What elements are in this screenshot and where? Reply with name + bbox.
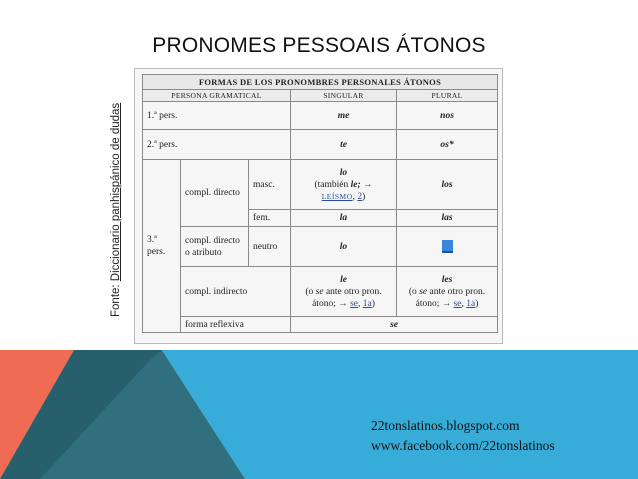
third-person-label	[143, 160, 181, 333]
source-prefix: Fonte:	[110, 281, 122, 317]
ci-singular-1a-link[interactable]: 1a	[362, 298, 372, 309]
compl-directo-label: compl. directo	[181, 160, 249, 227]
first-singular: me	[291, 102, 397, 130]
neutro-plural	[397, 227, 498, 267]
ci-plural-open: (o	[408, 286, 420, 297]
ci-plural-text: ante otro pron.	[427, 286, 486, 297]
blue-shape	[162, 350, 638, 479]
ci-singular-le: le	[340, 274, 347, 285]
header-singular: SINGULAR	[291, 90, 397, 102]
masc-label: masc.	[249, 160, 291, 210]
ci-plural-atono: átono; →	[415, 298, 454, 309]
source-link[interactable]: Diccionario panhispánico de dudas	[110, 102, 122, 282]
compl-directo-atributo-label: compl. directo o atributo	[181, 227, 249, 267]
masc-singular-close: )	[362, 191, 366, 202]
compl-indirecto-label: compl. indirecto	[181, 267, 291, 317]
masc-singular: lo (también le; → LEÍSMO, 2)	[291, 160, 397, 210]
reflexiva-value: se	[291, 317, 498, 333]
first-plural: nos	[397, 102, 498, 130]
ci-plural-close: )	[475, 298, 479, 309]
source-citation	[110, 103, 122, 317]
masc-plural: los	[397, 160, 498, 210]
masc-singular-arrow: →	[360, 179, 373, 190]
blue-square-icon	[442, 240, 453, 253]
ci-singular-se-link[interactable]: se	[350, 298, 359, 309]
ci-singular	[291, 267, 397, 317]
ci-plural-se: se	[419, 286, 428, 297]
third-label-line1: 3.ª	[147, 235, 157, 245]
footer-blog[interactable]: 22tonslatinos.blogspot.com	[371, 418, 520, 433]
pronoun-table-image	[134, 68, 503, 344]
neutro-label: neutro	[249, 227, 291, 267]
second-singular: te	[291, 130, 397, 160]
ci-singular-text: ante otro pron.	[323, 286, 382, 297]
second-plural: os*	[397, 130, 498, 160]
second-person-label: 2.ª pers.	[143, 130, 291, 160]
masc-singular-le: le;	[350, 179, 361, 190]
pronoun-table	[142, 74, 498, 333]
ci-plural-sep: ,	[461, 298, 467, 309]
ci-plural-1a-link[interactable]: 1a	[466, 298, 476, 309]
masc-singular-lo: lo	[339, 167, 348, 178]
third-label-line2: pers.	[147, 247, 166, 257]
ci-plural-les: les	[441, 274, 453, 285]
header-person: PERSONA GRAMATICAL	[143, 90, 291, 102]
ci-singular-atono: átono; →	[312, 298, 351, 309]
fem-label: fem.	[249, 210, 291, 227]
fem-singular: la	[291, 210, 397, 227]
first-person-label: 1.ª pers.	[143, 102, 291, 130]
ci-singular-close: )	[371, 298, 375, 309]
forma-reflexiva-label: forma reflexiva	[181, 317, 291, 333]
footer-facebook[interactable]: www.facebook.com/22tonslatinos	[371, 438, 555, 453]
neutro-singular: lo	[291, 227, 397, 267]
ci-singular-open: (o	[305, 286, 316, 297]
fem-plural: las	[397, 210, 498, 227]
leismo-sense-link[interactable]: 2	[357, 191, 363, 202]
header-plural: PLURAL	[397, 90, 498, 102]
ci-plural	[397, 267, 498, 317]
ci-singular-sep: ,	[358, 298, 363, 309]
leismo-link[interactable]: LEÍSMO	[321, 191, 353, 201]
masc-singular-text: (también	[314, 179, 351, 190]
ci-singular-se: se	[315, 286, 324, 297]
table-caption: FORMAS DE LOS PRONOMBRES PERSONALES ÁTONOS	[143, 75, 498, 90]
ci-plural-se-link[interactable]: se	[453, 298, 462, 309]
slide-title: PRONOMES PESSOAIS ÁTONOS	[152, 34, 486, 57]
